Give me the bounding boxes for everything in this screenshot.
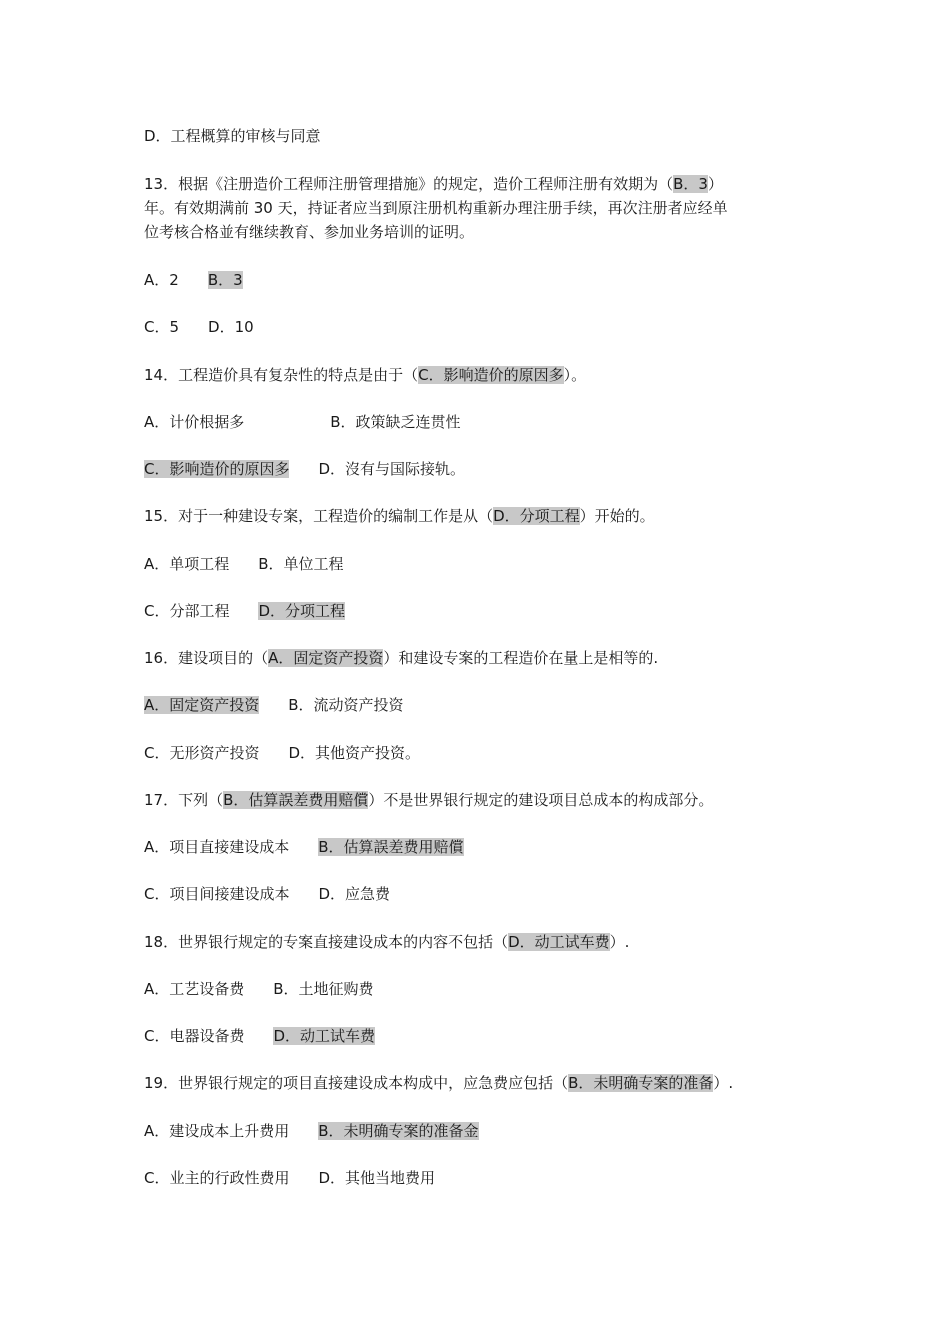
- question-18: [144, 930, 629, 954]
- options-row: [144, 599, 345, 623]
- options-row: [144, 410, 461, 434]
- options-row: [144, 268, 243, 292]
- option-a-highlighted: A．固定资产投资: [144, 696, 260, 714]
- answer-highlight: D．动工试车费: [508, 933, 610, 951]
- question-text: 14．工程造价具有复杂性的特点是由于（: [144, 366, 419, 384]
- answer-highlight: C．影响造价的原因多: [418, 366, 564, 384]
- options-row: [144, 741, 420, 765]
- question-19: [144, 1071, 733, 1095]
- option-d: D．工程概算的审核与同意: [144, 127, 321, 145]
- option-d: D．沒有与国际接轨。: [318, 460, 466, 478]
- question-text: 15．对于一种建设专案，工程造价的编制工作是从（: [144, 507, 494, 525]
- option-a: A．计价根据多: [144, 413, 245, 431]
- question-text: 19．世界银行规定的项目直接建设成本构成中，应急费应包括（: [144, 1074, 569, 1092]
- option-d: D．10: [208, 318, 254, 336]
- question-text: 16．建设项目的（: [144, 649, 269, 667]
- answer-highlight: B．未明确专案的准备: [568, 1074, 714, 1092]
- question-text: 年。有效期满前 30 天，持证者应当到原注册机构重新办理注册手续，再次注册者应经单: [144, 199, 728, 217]
- options-row: [144, 977, 374, 1001]
- option-a: A．单项工程: [144, 555, 230, 573]
- question-13: [144, 172, 723, 196]
- options-row: [144, 457, 465, 481]
- option-c: C．5: [144, 318, 180, 336]
- question-text: ）不是世界银行规定的建设项目总成本的构成部分。: [368, 791, 714, 809]
- question-16: [144, 646, 658, 670]
- options-row: [144, 835, 464, 859]
- option-c: C．无形资产投资: [144, 744, 260, 762]
- options-row: [144, 1166, 435, 1190]
- option-a: A．项目直接建设成本: [144, 838, 290, 856]
- option-b: B．流动资产投资: [288, 696, 404, 714]
- option-a: A．建设成本上升费用: [144, 1122, 290, 1140]
- question-17: [144, 788, 713, 812]
- option-c: C．电器设备费: [144, 1027, 245, 1045]
- question-text: ）。: [563, 366, 587, 384]
- answer-highlight: D．分项工程: [493, 507, 580, 525]
- options-row: [144, 1024, 375, 1048]
- option-d-highlighted: D．动工试车费: [273, 1027, 376, 1045]
- option-b: B．政策缺乏连贯性: [330, 413, 461, 431]
- options-row: [144, 552, 344, 576]
- option-d: D．其他当地费用: [318, 1169, 436, 1187]
- question-13-line-2: [144, 196, 728, 220]
- option-c-highlighted: C．影响造价的原因多: [144, 460, 290, 478]
- option-b-highlighted: B．估算誤差费用赔償: [318, 838, 464, 856]
- answer-highlight: B．3: [673, 175, 708, 193]
- option-d: D．其他资产投资。: [288, 744, 421, 762]
- option-c: C．业主的行政性费用: [144, 1169, 290, 1187]
- option-d-highlighted: D．分项工程: [258, 602, 346, 620]
- question-13-line-3: [144, 220, 474, 244]
- option-c: C．分部工程: [144, 602, 230, 620]
- question-text: ）和建设专案的工程造价在量上是相等的.: [383, 649, 659, 667]
- question-text: 18．世界银行规定的专案直接建设成本的内容不包括（: [144, 933, 509, 951]
- option-b-highlighted: B．未明确专案的准备金: [318, 1122, 479, 1140]
- options-row: [144, 693, 404, 717]
- option-c: C．项目间接建设成本: [144, 885, 290, 903]
- option-b: B．土地征购费: [273, 980, 374, 998]
- question-text: 位考核合格並有继续教育、参加业务培训的证明。: [144, 223, 475, 241]
- option-a: A．2: [144, 271, 179, 289]
- options-row: [144, 315, 254, 339]
- question-text: 17．下列（: [144, 791, 224, 809]
- option-b: B．单位工程: [258, 555, 344, 573]
- question-text: ）: [707, 175, 723, 193]
- option-line: [144, 124, 321, 148]
- question-text: ）.: [713, 1074, 734, 1092]
- answer-highlight: B．估算誤差费用赔償: [223, 791, 369, 809]
- options-row: [144, 1119, 479, 1143]
- question-text: ）开始的。: [579, 507, 655, 525]
- question-14: [144, 363, 586, 387]
- option-b-highlighted: B．3: [207, 271, 243, 289]
- option-a: A．工艺设备费: [144, 980, 245, 998]
- question-15: [144, 504, 655, 528]
- option-d: D．应急费: [318, 885, 391, 903]
- answer-highlight: A．固定资产投资: [268, 649, 384, 667]
- question-text: ）.: [609, 933, 630, 951]
- question-text: 13．根据《注册造价工程师注册管理措施》的规定，造价工程师注册有效期为（: [144, 175, 674, 193]
- options-row: [144, 882, 390, 906]
